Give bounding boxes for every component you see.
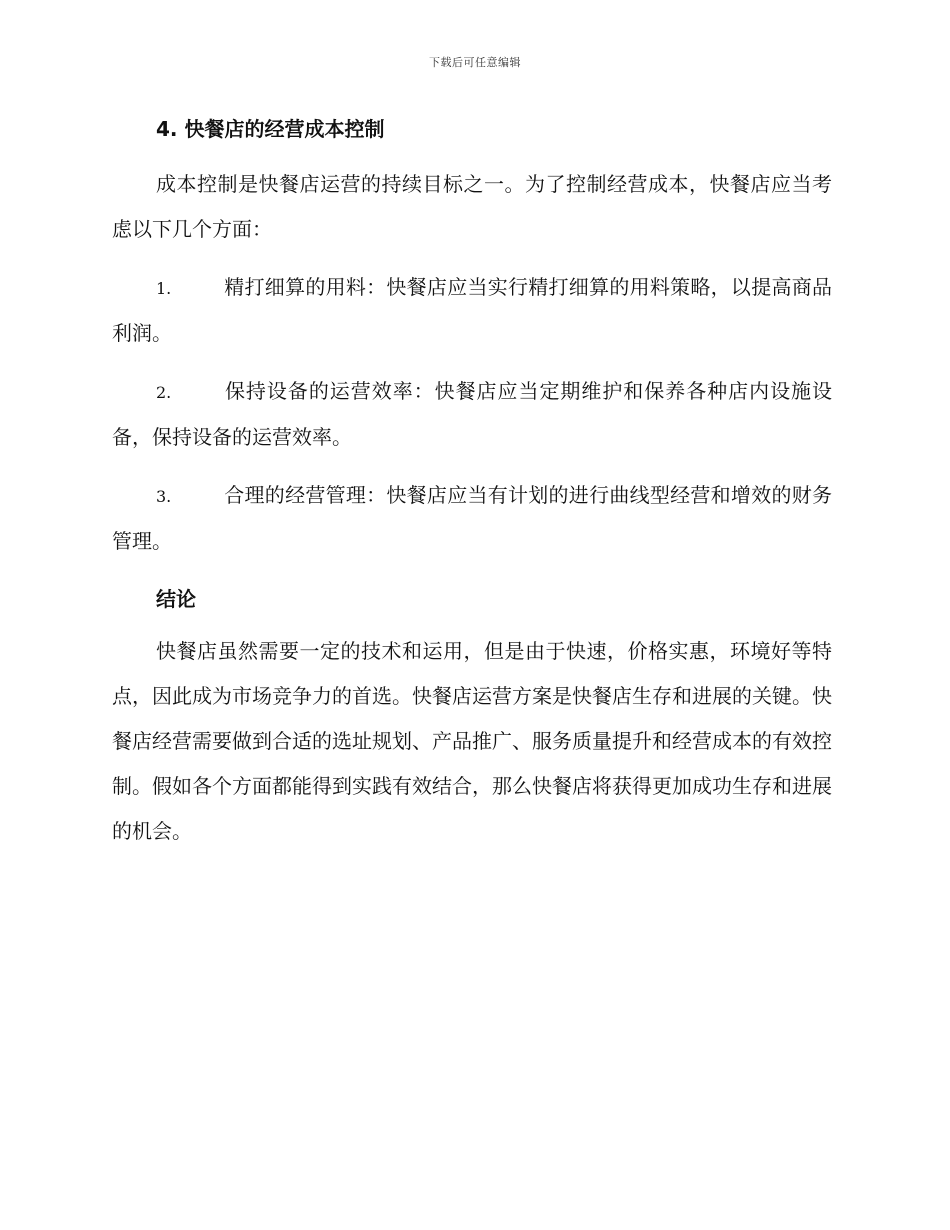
list-item-text: 保持设备的运营效率：快餐店应当定期维护和保养各种店内设施设备，保持设备的运营效率。 (112, 379, 832, 449)
list-item-number: 3. (156, 487, 172, 506)
list-item-text: 合理的经营管理：快餐店应当有计划的进行曲线型经营和增效的财务管理。 (112, 483, 832, 553)
list-item (112, 265, 832, 356)
conclusion-heading: 结论 (156, 587, 196, 611)
document-body (112, 112, 832, 854)
list-item (112, 473, 832, 564)
conclusion-text: 快餐店虽然需要一定的技术和运用，但是由于快速，价格实惠，环境好等特点，因此成为市场竞争力的首选。快餐店运营方案是快餐店生存和进展的关键。快餐店经营需要做到合适的选址规划、产品推广、服务质量提升和经营成本的有效控制。假如各个方面都能得到实践有效结合，那么快餐店将获得更加成功生存和进展的机会。 (112, 639, 832, 843)
list-item (112, 369, 832, 460)
section-intro: 成本控制是快餐店运营的持续目标之一。为了控制经营成本，快餐店应当考虑以下几个方面： (112, 172, 832, 241)
page-header-note: 下载后可任意编辑 (429, 56, 521, 69)
list-item-number: 2. (156, 383, 172, 402)
list-item-text: 精打细算的用料：快餐店应当实行精打细算的用料策略，以提高商品利润。 (112, 275, 832, 345)
section-heading: 4. 快餐店的经营成本控制 (156, 117, 385, 141)
list-item-number: 1. (156, 279, 172, 298)
